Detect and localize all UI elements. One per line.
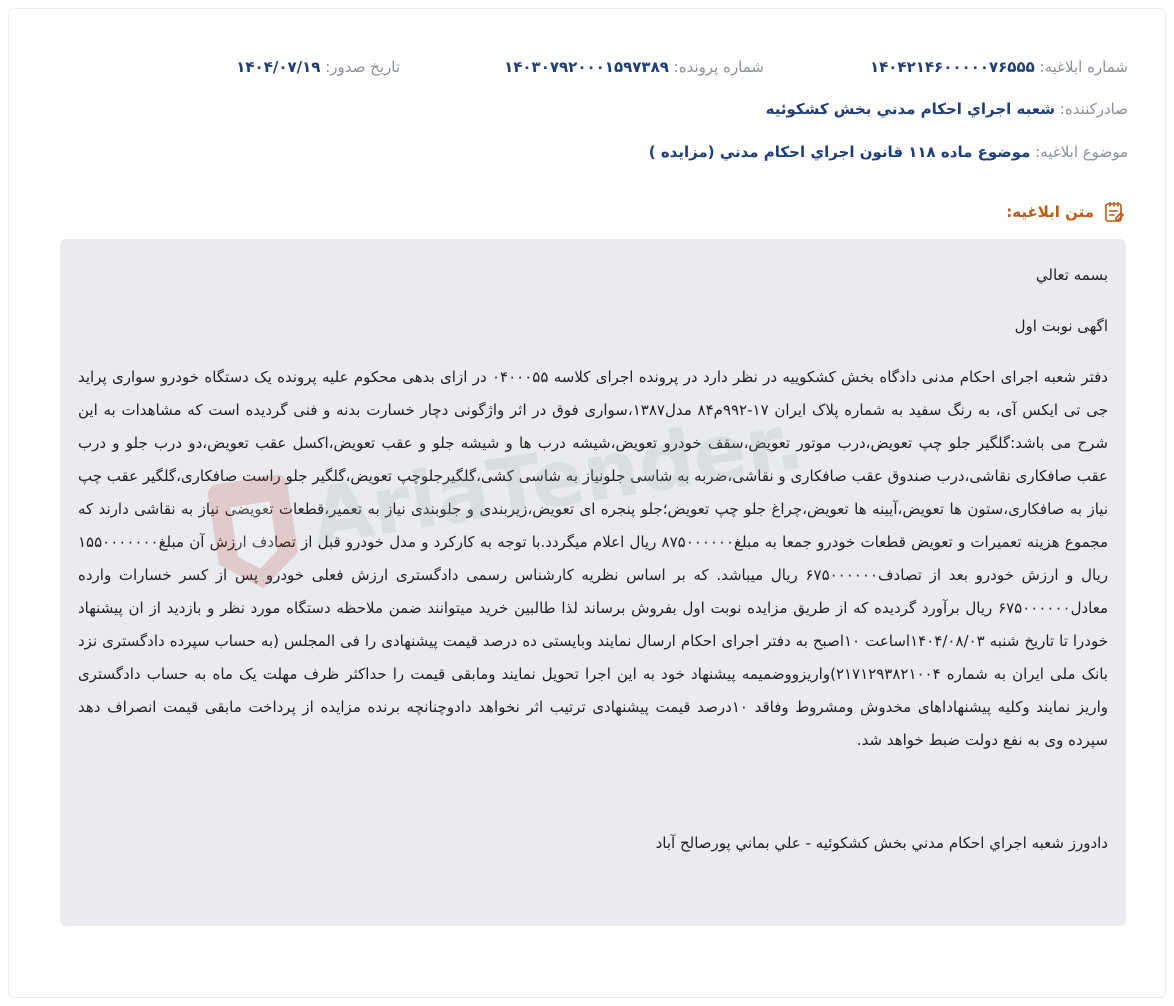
notice-body-panel xyxy=(60,239,1126,926)
issuer-field xyxy=(766,100,1128,118)
notice-heading: اگهی نوبت اول xyxy=(1014,317,1108,335)
notice-number-value: ۱۴۰۴۲۱۴۶۰۰۰۰۰۷۶۵۵۵ xyxy=(869,58,1035,76)
issuer-label: صادرکننده: xyxy=(1059,100,1128,118)
notes-icon xyxy=(1102,200,1126,224)
notice-paragraph: دفتر شعبه اجرای احکام مدنی دادگاه بخش کشکوییه در نظر دارد در پرونده اجرای کلاسه ۰۴۰۰۰۵۵ در ازای بدهی محکوم علیه پرونده یک دستگاه خودرو سواری پراید جی تی ایکس آی، به رنگ سفید به شماره پلاک ایران ۱۷-۹۹۲م۸۴ مدل۱۳۸۷،سواری فوق در اثر واژگونی دچار خسارت بدنه و فنی گردیده است که مشاهدات به این شرح می باشد:گلگیر جلو چپ تعویض،درب موتور تعویض،سقف خودرو تعویض،شیشه درب ها و شیشه جلو و عقب تعویض،اکسل عقب تعویض،دو درب جلو و درب عقب صافکاری نقاشی،درب صندوق عقب صافکاری و نقاشی،ضربه به شاسی جلونیاز به شاسی کشی،گلگیرجلوچپ تعویض،گلگیر جلو راست صافکاری،گلگیر عقب چپ نیاز به صافکاری،ستون ها تعویض،آیینه ها تعویض،چراغ جلو چپ تعویض؛جلو پنجره ای تعویض،زیربندی و جلوبندی نیاز به تعمیر،قطعات تعویضی نیاز به نقاشی دارند که مجموع هزینه تعمیرات و تعویض قطعات خودرو جمعا به مبلغ۸۷۵۰۰۰۰۰۰ ریال اعلام میگردد.با توجه به کارکرد و مدل خودرو قبل از تصادف ارزش آن مبلغ۱۵۵۰۰۰۰۰۰۰ ریال و ارزش خودرو بعد از تصادف۶۷۵۰۰۰۰۰۰ ریال میباشد. که بر اساس نظریه کارشناس رسمی دادگستری ارزش فعلی خودرو پس از کسر خسارات وارده معادل۶۷۵۰۰۰۰۰۰ ریال برآورد گردیده که از طریق مزایده نوبت اول بفروش برساند لذا طالبین خرید میتوانند ضمن ملاحظه دستگاه مورد نظر و بازدید از ان پیشنهاد خودرا تا تاریخ شنبه ۱۴۰۴/۰۸/۰۳اساعت ۱۰اصبح به دفتر اجرای احکام ارسال نمایند وبایستی ده درصد قیمت پیشنهادی را فی المجلس (به حساب سپرده دادگستری نزد بانک ملی ایران به شماره ۲۱۷۱۲۹۳۸۲۱۰۰۴)واریزووضمیمه پیشنهاد خود به این اجرا تحویل نمایند ومابقی قیمت را حداکثر ظرف مهلت یک ماه به حساب دادگستری واریز نمایند وکلیه پیشنهاداهای مخدوش ومشروط وفاقد ۱۰درصد قیمت پیشنهادی ترتیب اثر نخواهد دادوچنانچه برنده مزایده از پرداخت مابقی قیمت انصراف دهد سپرده وی به نفع دولت ضبط خواهد شد. xyxy=(78,368,1109,749)
subject-value: موضوع ماده ۱۱۸ قانون اجراي احکام مدني (مزايده ) xyxy=(648,143,1031,161)
issue-date-label: تاريخ صدور: xyxy=(325,58,400,76)
notice-number-field xyxy=(870,58,1128,76)
notice-number-label: شماره ابلاغيه: xyxy=(1039,58,1128,76)
issue-date-value: ۱۴۰۴/۰۷/۱۹ xyxy=(236,58,321,76)
file-number-label: شماره پرونده: xyxy=(673,58,764,76)
notice-greeting: بسمه تعالي xyxy=(1035,266,1108,284)
issuer-value: شعبه اجراي احکام مدني بخش کشکوئيه xyxy=(765,100,1055,118)
subject-label: موضوع ابلاغيه: xyxy=(1035,143,1128,161)
notice-text-title: متن ابلاغيه: xyxy=(1006,203,1094,221)
notice-signature: دادورز شعبه اجراي احکام مدني بخش کشکوئيه - علي بماني پورصالح آباد xyxy=(655,834,1108,852)
file-number-value: ۱۴۰۳۰۷۹۲۰۰۰۱۵۹۷۳۸۹ xyxy=(504,58,669,76)
file-number-field xyxy=(504,58,764,76)
issue-date-field xyxy=(236,58,400,76)
subject-field xyxy=(649,143,1128,161)
notice-text-heading xyxy=(1006,200,1126,224)
notice-body xyxy=(78,259,1108,860)
